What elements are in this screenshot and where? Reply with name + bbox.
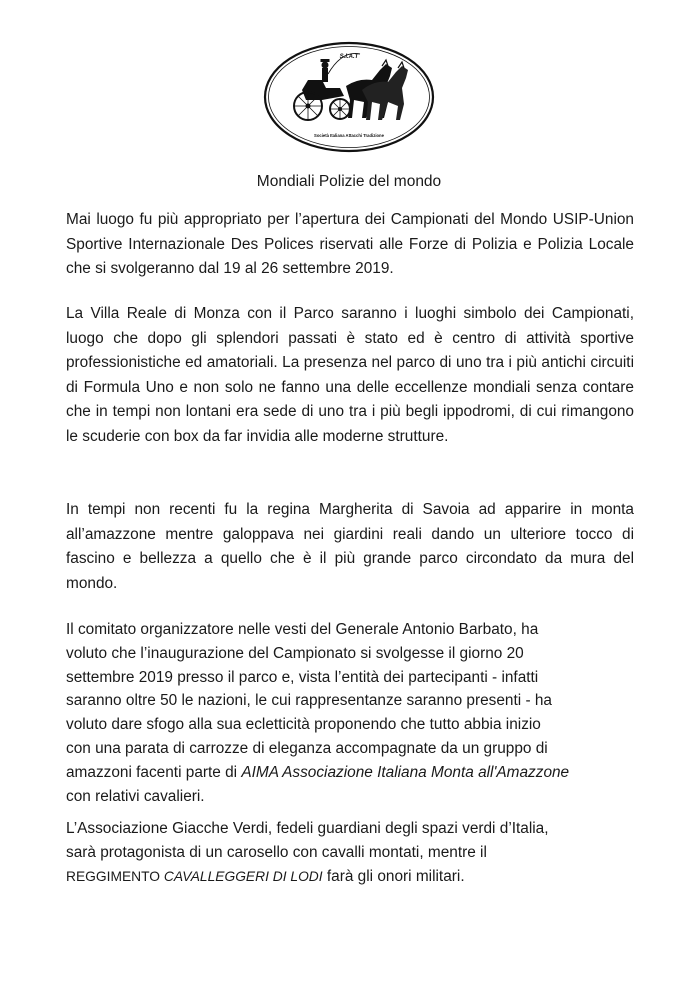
paragraph-4: [66, 618, 634, 808]
carriage-logo-icon: [262, 40, 436, 154]
logo-top-text: S.I.A.T: [339, 54, 359, 60]
page-title: Mondiali Polizie del mondo: [256, 173, 442, 190]
regiment-name: CAVALLEGGERI DI LODI: [163, 868, 323, 884]
paragraph-4-text: amazzoni facenti parte di: [66, 763, 242, 781]
siat-logo: [262, 40, 436, 154]
paragraph-4-line: voluto dare sfogo alla sua ecletticità proponendo che tutto abbia inizio: [66, 716, 541, 734]
paragraph-4-line: [66, 761, 634, 785]
paragraph-4-line: con una parata di carrozze di eleganza accompagnate da un gruppo di: [66, 739, 548, 757]
regiment-label: REGGIMENTO: [66, 868, 164, 884]
paragraph-5: [66, 817, 634, 888]
paragraph-4-line: con relativi cavalieri.: [66, 787, 205, 805]
paragraph-5-line: sarà protagonista di un carosello con cavalli montati, mentre il: [66, 843, 487, 861]
paragraph-4-line: saranno oltre 50 le nazioni, le cui rappresentanze saranno presenti - ha: [66, 692, 552, 710]
paragraph-1: Mai luogo fu più appropriato per l’apertura dei Campionati del Mondo USIP-Union Sportive Internazionale Des Polices riservati alle Forze di Polizia e Polizia Locale che si svolgeranno dal 19 al 26 settembre 2019.: [66, 211, 634, 278]
logo-bottom-text: Società Italiana Attacchi Tradizione: [314, 133, 384, 138]
paragraph-4-line: Il comitato organizzatore nelle vesti del Generale Antonio Barbato, ha: [66, 621, 539, 638]
paragraph-5-line: L’Associazione Giacche Verdi, fedeli guardiani degli spazi verdi d’Italia,: [66, 820, 549, 837]
paragraph-4-line: voluto che l’inaugurazione del Campionato si svolgesse il giorno 20: [66, 644, 524, 662]
paragraph-5-text: farà gli onori militari.: [322, 867, 465, 885]
paragraph-3: In tempi non recenti fu la regina Margherita di Savoia ad apparire in monta all’amazzone mentre galoppava nei giardini reali dando un ulteriore tocco di fascino e bellezza a quello che è il più grande parco circondato da mura del mondo.: [66, 501, 634, 592]
paragraph-4-line: settembre 2019 presso il parco e, vista l’entità dei partecipanti - infatti: [66, 668, 539, 686]
aima-association-name: AIMA Associazione Italiana Monta all'Amazzone: [241, 763, 570, 781]
paragraph-2: La Villa Reale di Monza con il Parco saranno i luoghi simbolo dei Campionati, luogo che dopo gli splendori passati è stato ed è centro di attività sportive professionistiche ed amatoriali. La presenza nel parco di uno tra i più antichi circuiti di Formula Uno e non solo ne fanno una delle eccellenze mondiali senza contare che in tempi non lontani era sede di uno tra i più begli ippodromi, di cui rimangono le scuderie con box da far invidia alle moderne strutture.: [66, 305, 634, 445]
paragraph-5-line: [66, 865, 634, 889]
